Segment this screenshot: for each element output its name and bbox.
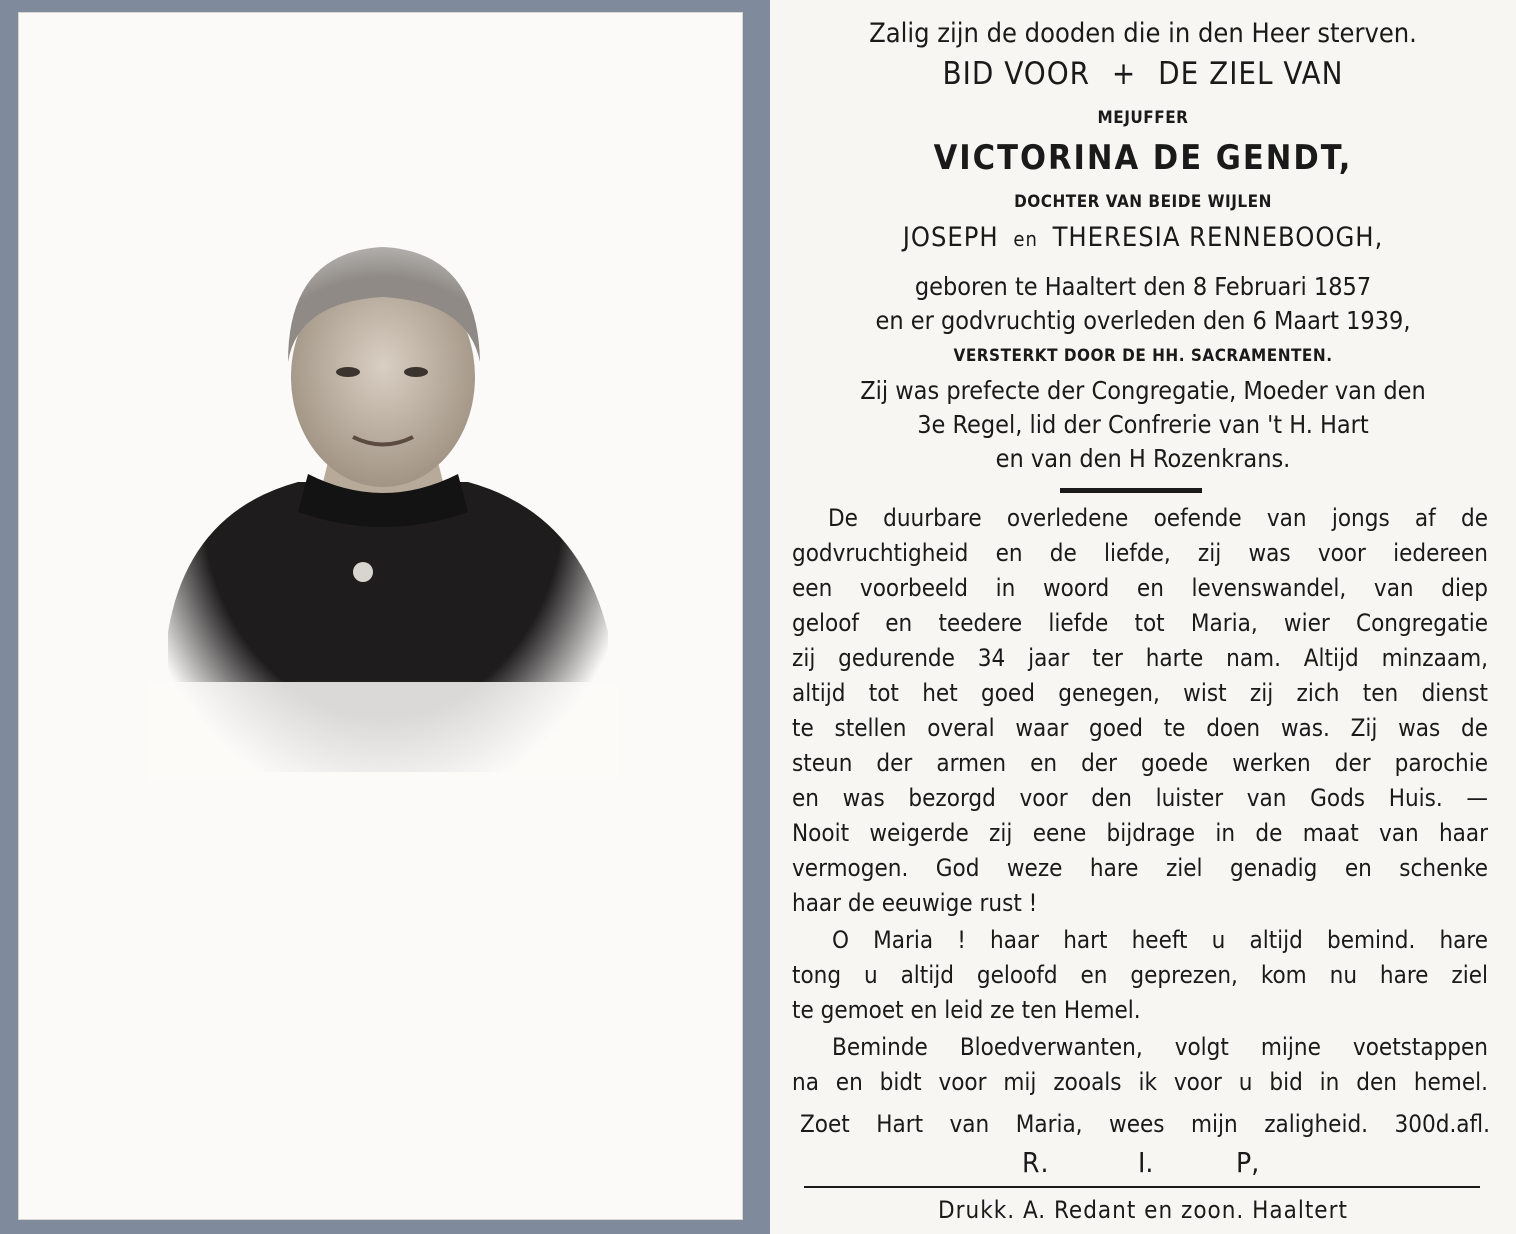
eulogy-line-9: en was bezorgd voor den luister van Gods Huis. —	[792, 784, 1488, 812]
eulogy-line-12: haar de eeuwige rust !	[792, 889, 1038, 917]
rip-r: R.	[1022, 1146, 1051, 1179]
maria-line-1: O Maria ! haar hart heeft u altijd bemind. hare	[832, 926, 1488, 954]
rip-i: I.	[1138, 1146, 1154, 1179]
eulogy-line-3: een voorbeeld in woord en levenswandel, van diep	[792, 574, 1488, 602]
printer-line: Drukk. A. Redant en zoon. Haaltert	[938, 1196, 1348, 1224]
cross-icon: +	[1111, 56, 1137, 92]
membership-line-2: 3e Regel, lid der Confrerie van 't H. Hart	[917, 410, 1369, 439]
relatives-line-2: na en bidt voor mij zooals ik voor u bid in den hemel.	[792, 1068, 1488, 1096]
parent-and: en	[1013, 227, 1038, 251]
eulogy-line-11: vermogen. God weze hare ziel genadig en schenke	[792, 854, 1488, 882]
eulogy-line-1: De duurbare overledene oefende van jongs af de	[828, 504, 1488, 532]
membership-line-3: en van den H Rozenkrans.	[995, 444, 1291, 473]
eulogy-line-8: steun der armen en der goede werken der parochie	[792, 749, 1488, 777]
footer-divider	[804, 1186, 1480, 1188]
parents-intro: DOCHTER VAN BEIDE WIJLEN	[1014, 192, 1272, 212]
prayer-heading-post: DE ZIEL VAN	[1158, 56, 1344, 92]
deceased-name: VICTORINA DE GENDT,	[933, 138, 1353, 178]
maria-line-3: te gemoet en leid ze ten Hemel.	[792, 996, 1141, 1024]
relatives-line-1: Beminde Bloedverwanten, volgt mijne voetstappen	[832, 1033, 1488, 1061]
parents	[770, 222, 1516, 253]
maria-line-2: tong u altijd geloofd en geprezen, kom nu hare ziel	[792, 961, 1488, 989]
eulogy-line-6: altijd tot het goed genegen, wist zij zich ten dienst	[792, 679, 1488, 707]
portrait-photo	[148, 212, 618, 782]
beatitude: Zalig zijn de dooden die in den Heer sterven.	[869, 18, 1417, 49]
sacraments-line: VERSTERKT DOOR DE HH. SACRAMENTEN.	[953, 346, 1333, 366]
photo-frame	[18, 12, 743, 1220]
birth-line: geboren te Haaltert den 8 Februari 1857	[914, 272, 1372, 301]
prayer-heading	[770, 56, 1516, 92]
section-divider	[1060, 488, 1202, 493]
eulogy-line-7: te stellen overal waar goed te doen was. Zij was de	[792, 714, 1488, 742]
parent-mother: THERESIA RENNEBOOGH,	[1052, 222, 1384, 253]
honorific: MEJUFFER	[1097, 108, 1189, 128]
eulogy-line-2: godvruchtigheid en de liefde, zij was voor iedereen	[792, 539, 1488, 567]
rip-p: P,	[1236, 1146, 1260, 1179]
death-line: en er godvruchtig overleden den 6 Maart 1939,	[875, 306, 1411, 335]
indulgence-line: Zoet Hart van Maria, wees mijn zaligheid. 300d.afl.	[800, 1110, 1490, 1138]
prayer-heading-pre: BID VOOR	[942, 56, 1091, 92]
memorial-text-card	[770, 0, 1516, 1234]
eulogy-line-5: zij gedurende 34 jaar ter harte nam. Altijd minzaam,	[792, 644, 1488, 672]
eulogy-line-10: Nooit weigerde zij eene bijdrage in de maat van haar	[792, 819, 1488, 847]
eulogy-line-4: geloof en teedere liefde tot Maria, wier Congregatie	[792, 609, 1488, 637]
membership-line-1: Zij was prefecte der Congregatie, Moeder van den	[860, 376, 1426, 405]
parent-father: JOSEPH	[902, 222, 999, 253]
